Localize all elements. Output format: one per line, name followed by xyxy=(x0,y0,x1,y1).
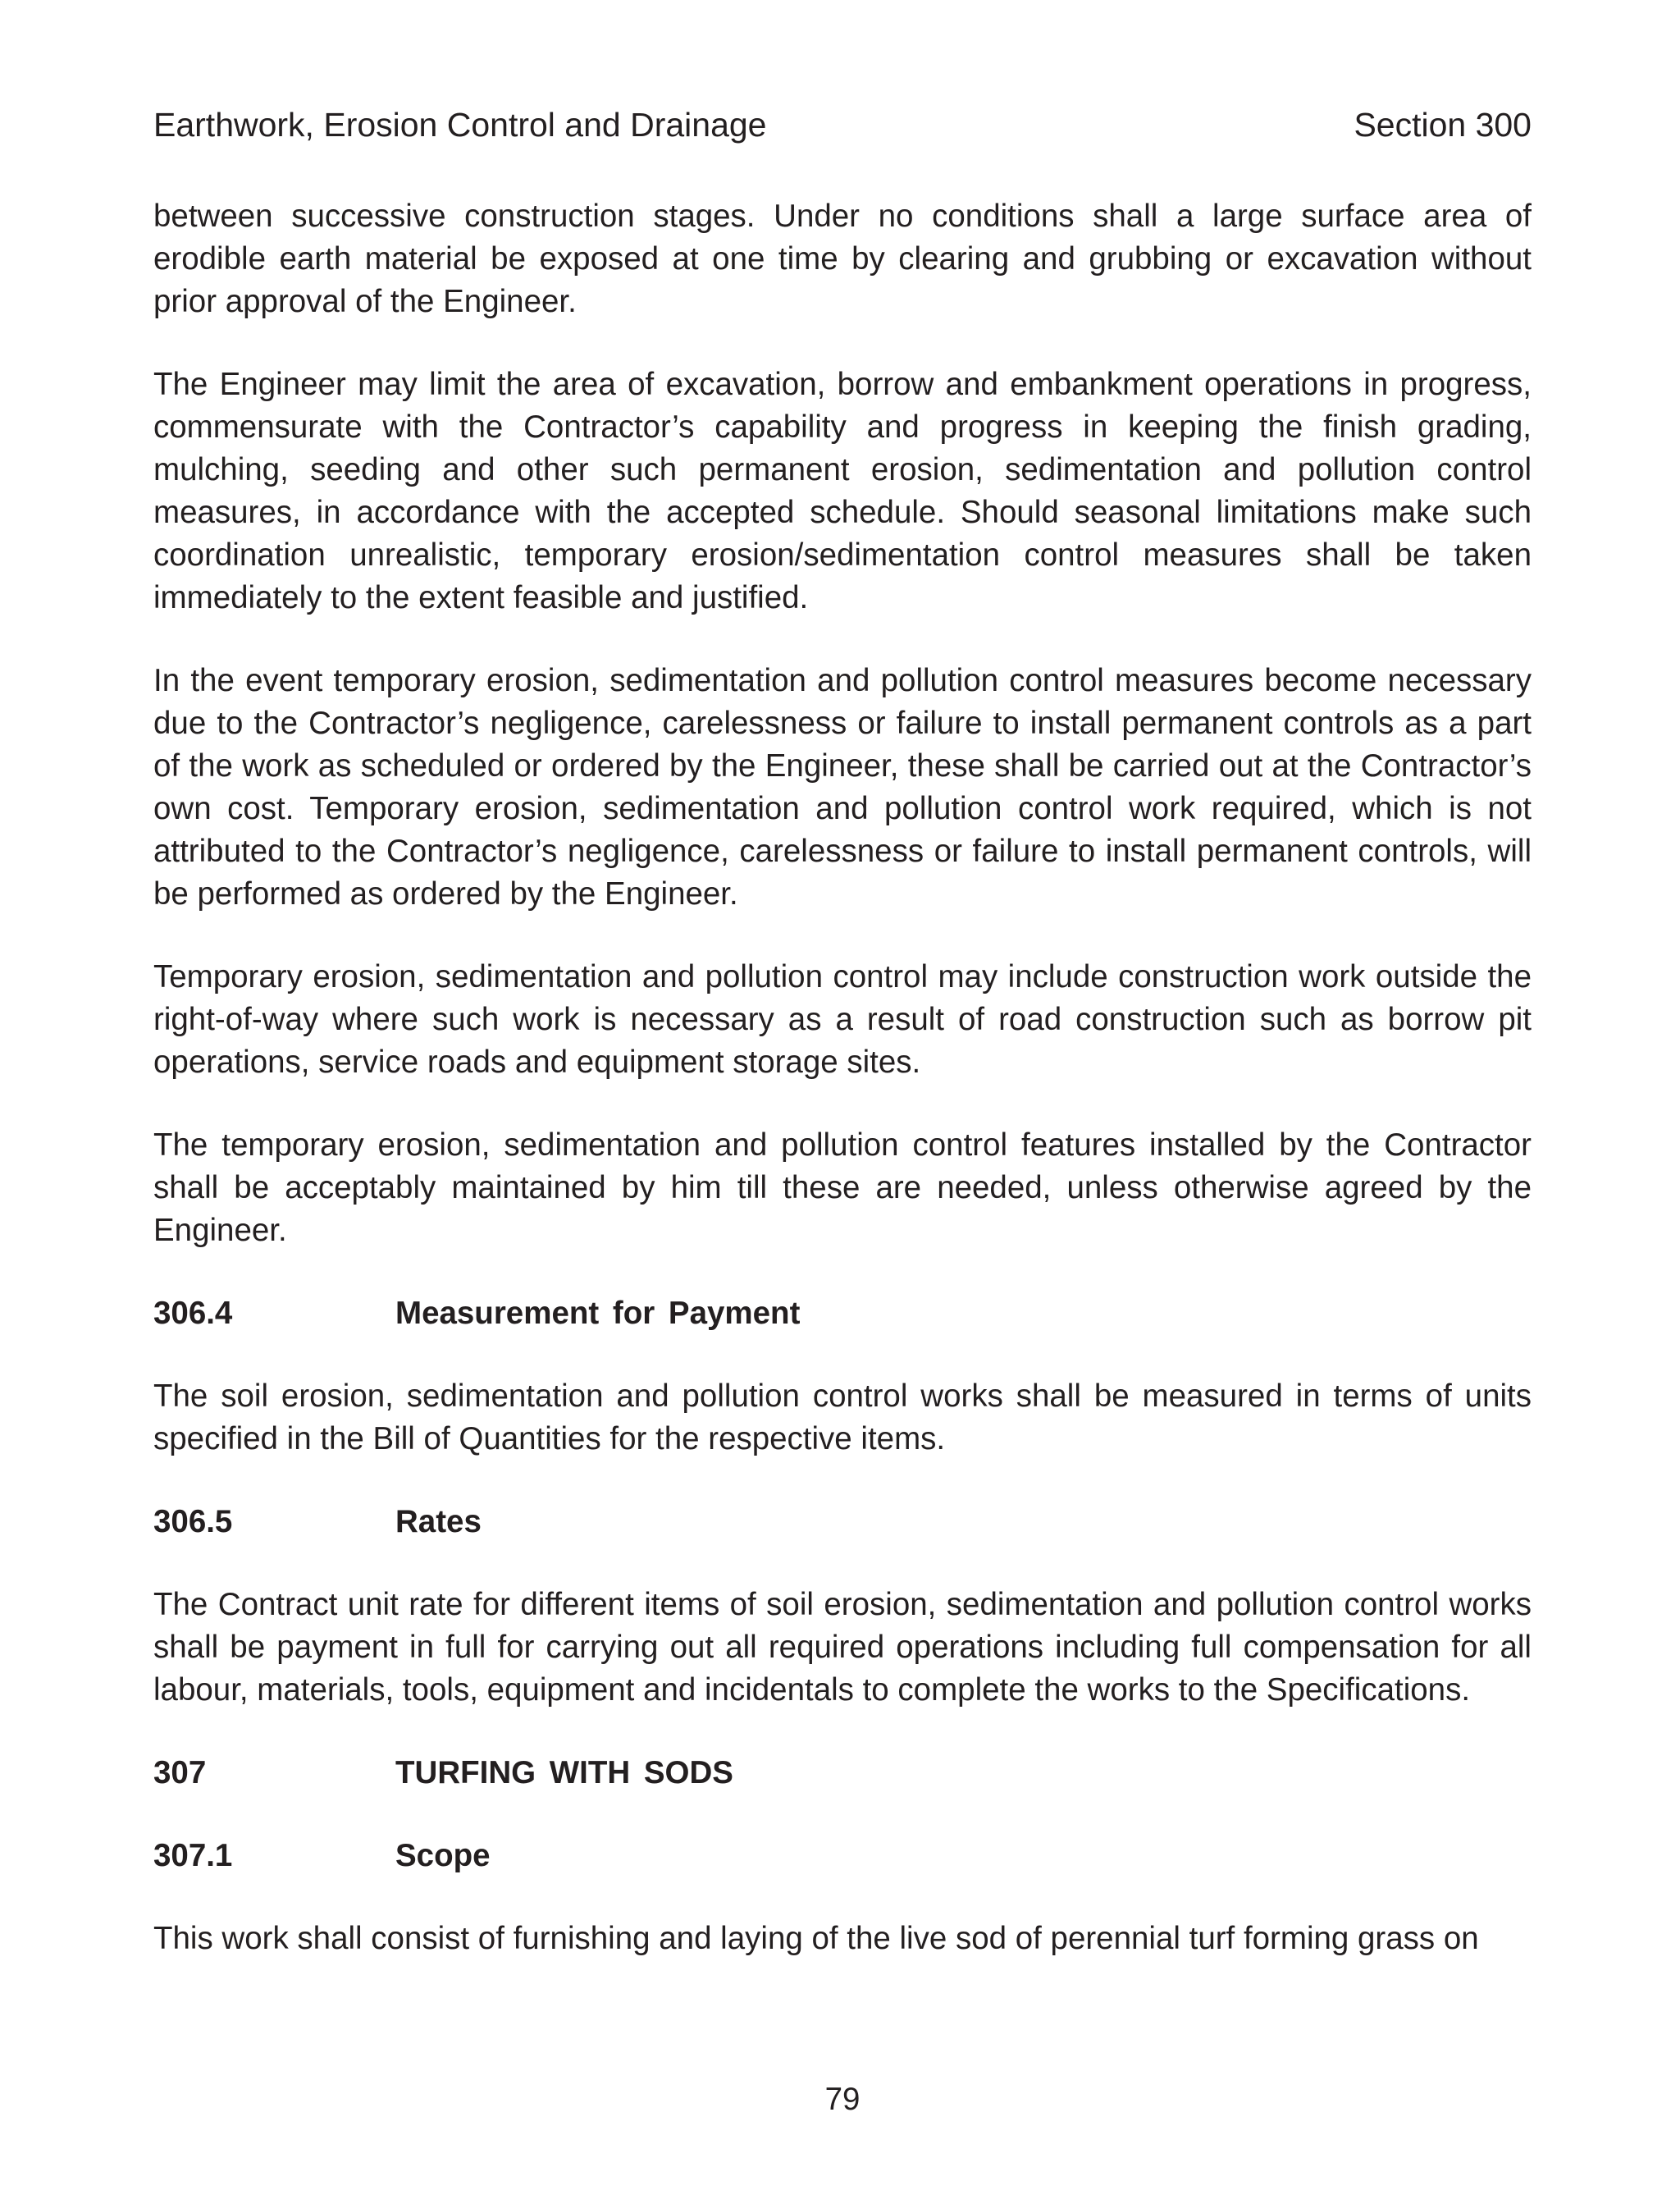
header-section-label: Section 300 xyxy=(1354,106,1532,144)
paragraph: In the event temporary erosion, sedimentation and pollution control measures become necessary due to the Contractor’s negligence, carelessness or failure to install permanent controls as a part of the work as scheduled or ordered by the Engineer, these shall be carried out at the Contractor’s own cost. Temporary erosion, sedimentation and pollution control work required, which is not attributed to the Contractor’s negligence, carelessness or failure to install permanent controls, will be performed as ordered by the Engineer. xyxy=(153,663,1532,912)
section-title: Measurement for Payment xyxy=(395,1296,801,1331)
section-title: Rates xyxy=(395,1504,482,1539)
section-heading-307 xyxy=(153,1752,1532,1795)
header-chapter-title: Earthwork, Erosion Control and Drainage xyxy=(153,106,767,144)
paragraph: The temporary erosion, sedimentation and pollution control features installed by the Contractor shall be acceptably maintained by him till these are needed, unless otherwise agreed by the Engineer. xyxy=(153,1127,1532,1248)
section-heading-307-1 xyxy=(153,1835,1532,1877)
paragraph: between successive construction stages. Under no conditions shall a large surface area of erodible earth material be exposed at one time by clearing and grubbing or excavation without prior approval of the Engineer. xyxy=(153,199,1532,319)
body-text xyxy=(153,195,1532,2000)
section-heading-306-5 xyxy=(153,1501,1532,1543)
section-heading-306-4 xyxy=(153,1292,1532,1335)
page-number: 79 xyxy=(824,2082,861,2117)
section-title: TURFING WITH SODS xyxy=(395,1755,733,1790)
section-number: 306.4 xyxy=(153,1296,233,1331)
paragraph: The Engineer may limit the area of excavation, borrow and embankment operations in progress, commensurate with the Contractor’s capability and progress in keeping the finish grading, mulching, seeding and other such permanent erosion, sedimentation and pollution control measures, in accordance with the accepted schedule. Should seasonal limitations make such coordination unrealistic, temporary erosion/sedimentation control measures shall be taken immediately to the extent feasible and justified. xyxy=(153,367,1532,615)
document-page xyxy=(153,0,1532,2190)
paragraph: The Contract unit rate for different items of soil erosion, sedimentation and pollution control works shall be payment in full for carrying out all required operations including full compensation for all labour, materials, tools, equipment and incidentals to complete the works to the Specifications. xyxy=(153,1587,1532,1708)
paragraph: Temporary erosion, sedimentation and pollution control may include construction work outside the right-of-way where such work is necessary as a result of road construction such as borrow pit operations, service roads and equipment storage sites. xyxy=(153,959,1532,1080)
paragraph: This work shall consist of furnishing and laying of the live sod of perennial turf forming grass on xyxy=(153,1921,1479,1956)
section-title: Scope xyxy=(395,1838,491,1873)
running-header xyxy=(153,102,1532,148)
section-number: 307 xyxy=(153,1755,207,1790)
paragraph: The soil erosion, sedimentation and pollution control works shall be measured in terms of units specified in the Bill of Quantities for the respective items. xyxy=(153,1378,1532,1456)
section-number: 306.5 xyxy=(153,1504,233,1539)
section-number: 307.1 xyxy=(153,1838,233,1873)
